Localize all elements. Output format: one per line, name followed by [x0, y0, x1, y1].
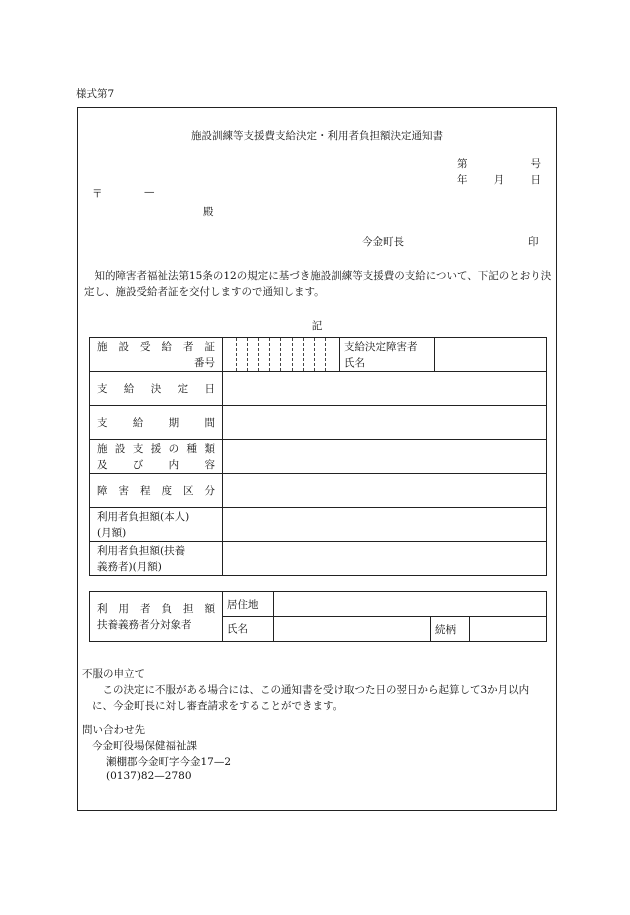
row-label-text: 支 給 期 間 — [97, 416, 215, 429]
digit-box — [270, 338, 281, 371]
beneficiary-label — [340, 338, 435, 372]
payment-period-value[interactable] — [223, 406, 547, 440]
support-type-value[interactable] — [223, 440, 547, 474]
postal-dash: — — [144, 186, 155, 198]
table-row — [90, 440, 547, 474]
disability-grade-value[interactable] — [223, 474, 547, 508]
name-label-text: 氏名 — [227, 623, 248, 635]
digit-box — [259, 338, 270, 371]
digit-box — [293, 338, 304, 371]
table-row — [90, 372, 547, 406]
table-row — [90, 338, 547, 372]
disability-grade-label — [90, 474, 223, 508]
row-label-text: 施 設 支 援 の 種 類 — [97, 442, 215, 455]
table-row — [90, 592, 547, 617]
table-row — [90, 474, 547, 508]
relationship-label — [431, 617, 470, 642]
number-suffix: 号 — [530, 158, 541, 170]
cert-number-label-line2: 番 号 — [194, 356, 215, 369]
cert-number-label — [90, 338, 223, 372]
beneficiary-name-label: 氏名 — [344, 356, 365, 369]
payment-decision-date-value[interactable] — [223, 372, 547, 406]
contact-address: 瀬棚郡今金町字今金17—2 — [106, 756, 232, 768]
table-row — [90, 406, 547, 440]
row-label-text: 利用者負担額(本人) — [97, 510, 190, 523]
relationship-value[interactable] — [470, 617, 547, 642]
number-prefix: 第 — [457, 158, 468, 170]
digit-box — [248, 338, 259, 371]
form-number: 様式第7 — [76, 88, 115, 100]
contact-title: 問い合わせ先 — [82, 724, 145, 736]
issuer-mayor: 今金町長 — [362, 236, 404, 248]
relationship-label-text: 続柄 — [435, 623, 456, 636]
notice-date — [457, 172, 541, 187]
residence-label-text: 居住地 — [227, 598, 259, 611]
residence-value[interactable] — [274, 592, 547, 617]
ki-heading: 記 — [311, 320, 323, 332]
contact-phone: (0137)82—2780 — [106, 770, 192, 782]
objection-title: 不服の申立て — [82, 668, 145, 680]
dependent-label-line1: 利 用 者 負 担 額 — [97, 602, 215, 615]
seal-mark: 印 — [528, 236, 539, 248]
postal-mark: 〒 — [92, 188, 103, 200]
residence-label — [223, 592, 274, 617]
cert-number-digits[interactable] — [223, 338, 340, 372]
dependent-table — [89, 591, 547, 642]
decision-table — [89, 337, 547, 576]
user-burden-dependent-label — [90, 542, 223, 576]
digit-box — [326, 338, 336, 371]
row-label-text: 義務者)(月額) — [97, 560, 162, 573]
table-row — [90, 508, 547, 542]
name-label — [223, 617, 274, 642]
row-label-text: (月額) — [97, 526, 127, 539]
objection-body: この決定に不服がある場合には、この通知書を受け取つた日の翌日から起算して3か月以内に、今金町長に対し審査請求をすることができます。 — [92, 684, 530, 712]
support-type-label — [90, 440, 223, 474]
dependent-name-value[interactable] — [274, 617, 431, 642]
table-row — [90, 542, 547, 576]
digit-box — [226, 338, 237, 371]
cert-number-label-line1: 施 設 受 給 者 証 — [97, 340, 215, 353]
user-burden-self-label — [90, 508, 223, 542]
contact-department: 今金町役場保健福祉課 — [92, 740, 197, 752]
date-year: 年 — [457, 174, 468, 186]
dependent-label-line2: 扶養義務者分対象者 — [97, 618, 192, 631]
row-label-text: 利用者負担額(扶養 — [97, 544, 186, 557]
notice-number — [457, 156, 541, 171]
beneficiary-label-line1: 支給決定障害者 — [344, 340, 418, 353]
digit-box — [281, 338, 292, 371]
row-label-text: 及 び 内 容 — [97, 458, 215, 471]
notice-body: 知的障害者福祉法第15条の12の規定に基づき施設訓練等支援費の支給について、下記のとおり決定し、施設受給者証を交付しますので通知します。 — [84, 270, 552, 298]
honorific: 殿 — [203, 206, 214, 218]
date-day: 日 — [530, 174, 541, 186]
notice-frame — [77, 107, 557, 811]
payment-decision-date-label — [90, 372, 223, 406]
user-burden-dependent-value[interactable] — [223, 542, 547, 576]
digit-box — [304, 338, 315, 371]
dependent-target-label — [90, 592, 223, 642]
document-title: 施設訓練等支援費支給決定・利用者負担額決定通知書 — [191, 130, 443, 142]
beneficiary-label-line2 — [344, 355, 430, 371]
payment-period-label — [90, 406, 223, 440]
user-burden-self-value[interactable] — [223, 508, 547, 542]
row-label-text: 支 給 決 定 日 — [97, 382, 215, 395]
digit-box — [237, 338, 248, 371]
row-label-text: 障 害 程 度 区 分 — [97, 484, 215, 497]
digit-box — [315, 338, 326, 371]
beneficiary-name-value[interactable] — [435, 338, 547, 372]
date-month: 月 — [493, 174, 505, 186]
